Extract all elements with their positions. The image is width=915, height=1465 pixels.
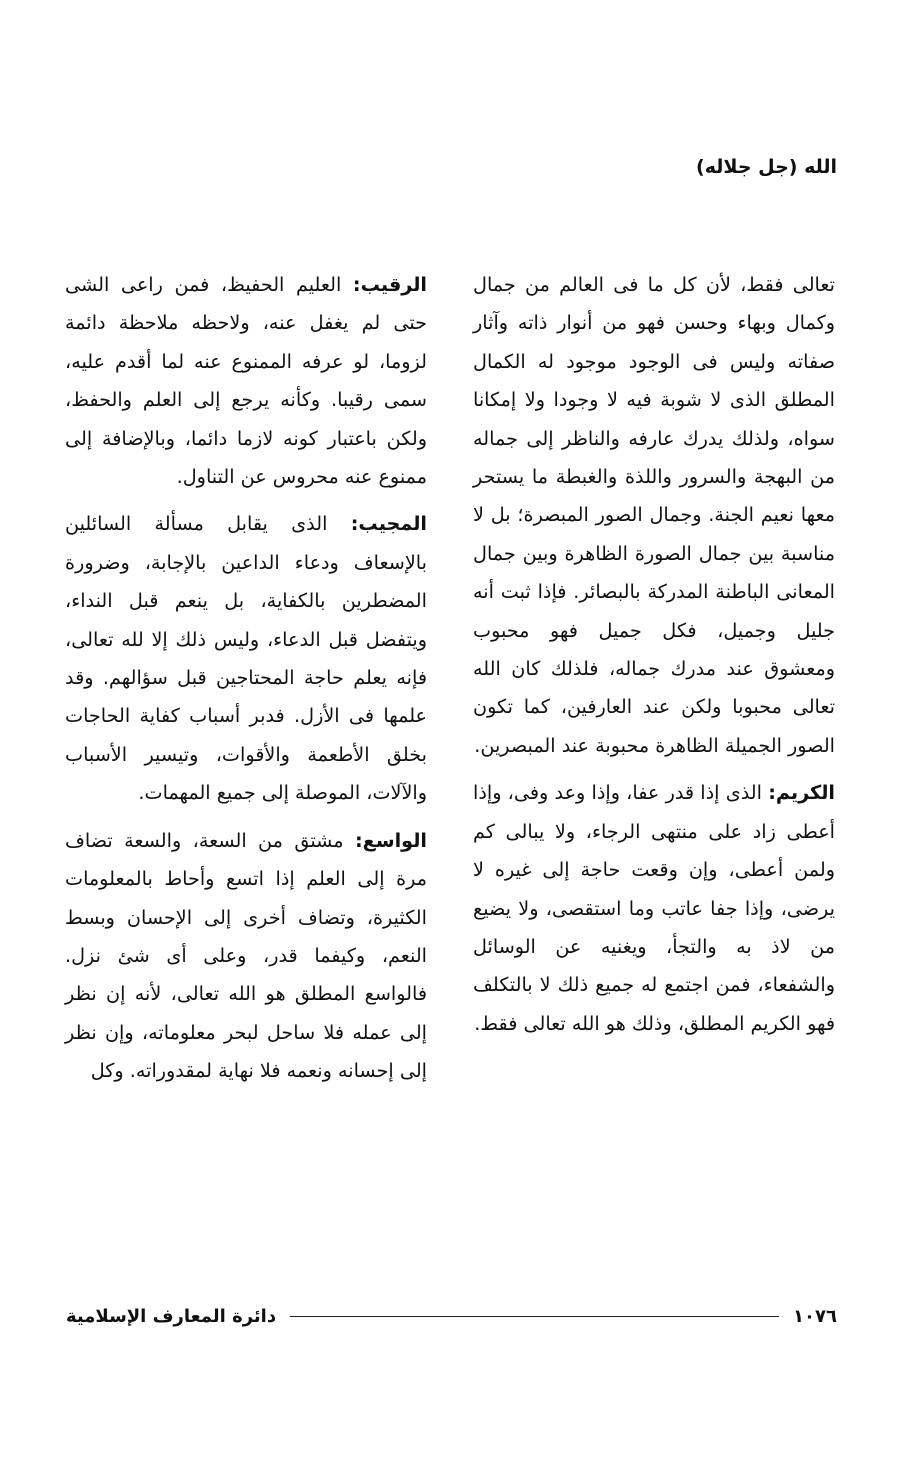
entry-wasi <box>65 822 427 1091</box>
page-number: ١٠٧٦ <box>793 1305 837 1327</box>
entry-raqib <box>65 266 427 496</box>
paragraph-jamil-continued: تعالى فقط، لأن كل ما فى العالم من جمال وكمال وبهاء وحسن فهو من أنوار ذاته وآثار صفاته وليس فى الوجود موجود له الكمال المطلق الذى لا شوبة فيه لا وجودا ولا إمكانا سواه، ولذلك يدرك عارفه والناظر إلى جماله من البهجة والسرور واللذة والغبطة ما يستحر معها نعيم الجنة. وجمال الصور المبصرة؛ بل لا مناسبة بين جمال الصورة الظاهرة وبين جمال المعانى الباطنة المدركة بالبصائر. فإذا ثبت أنه جليل وجميل، فكل جميل فهو محبوب ومعشوق عند مدرك جماله، فلذلك كان الله تعالى محبوبا ولكن عند العارفين، كما تكون الصور الجميلة الظاهرة محبوبة عند المبصرين. <box>473 273 835 757</box>
entry-mujib <box>65 505 427 812</box>
entry-term-wasi: الواسع: <box>354 828 427 852</box>
entry-term-raqib: الرقيب: <box>352 273 427 296</box>
footer-rule <box>290 1316 779 1317</box>
publication-title: دائرة المعارف الإسلامية <box>66 1305 277 1327</box>
entry-term-karim: الكريم: <box>768 781 835 805</box>
right-column <box>473 266 835 1043</box>
page-footer <box>66 1300 837 1332</box>
entry-karim <box>473 774 835 1043</box>
entry-text-raqib: العليم الحفيظ، فمن راعى الشى حتى لم يغفل عنه، ولاحظه ملاحظة دائمة لزوما، لو عرفه الممنوع عنه لما أقدم عليه، سمى رقيبا. وكأنه يرجع إلى العلم والحفظ، ولكن باعتبار كونه لازما دائما، وبالإضافة إلى ممنوع عنه محروس عن التناول. <box>65 273 427 489</box>
entry-text-mujib: الذى يقابل مسألة السائلين بالإسعاف ودعاء الداعين بالإجابة، وضرورة المضطرين بالكفاية، بل ينعم قبل النداء، ويتفضل قبل الدعاء، وليس ذلك إلا لله تعالى، فإنه يعلم حاجة المحتاجين قبل سؤالهم. وقد علمها فى الأزل. فدبر أسباب كفاية الحاجات بخلق الأطعمة والأقوات، وتيسير الأسباب والآلات، الموصلة إلى جميع المهمات. <box>65 512 427 805</box>
running-head: الله (جل جلاله) <box>696 156 837 178</box>
entry-text-karim: الذى إذا قدر عفا، وإذا وعد وفى، وإذا أعطى زاد على منتهى الرجاء، ولا يبالى كم ولمن أعطى، وإن وقعت حاجة إلى غيره لا يرضى، وإذا جفا عاتب وما استقصى، ولا يضيع من لاذ به والتجأ، ويغنيه عن الوسائل والشفعاء، فمن اجتمع له جميع ذلك لا بالتكلف فهو الكريم المطلق، وذلك هو الله تعالى فقط. <box>473 781 835 1035</box>
entry-term-mujib: المجيب: <box>350 512 427 536</box>
left-column <box>65 266 427 1091</box>
entry-text-wasi: مشتق من السعة، والسعة تضاف مرة إلى العلم إذا اتسع وأحاط بالمعلومات الكثيرة، وتضاف أخرى إلى الإحسان وبسط النعم، وكيفما قدر، وعلى أى شئ نزل. فالواسع المطلق هو الله تعالى، لأنه إن نظر إلى عمله فلا ساحل لبحر معلوماته، وإن نظر إلى إحسانه ونعمه فلا نهاية لمقدوراته. وكل <box>65 828 427 1083</box>
